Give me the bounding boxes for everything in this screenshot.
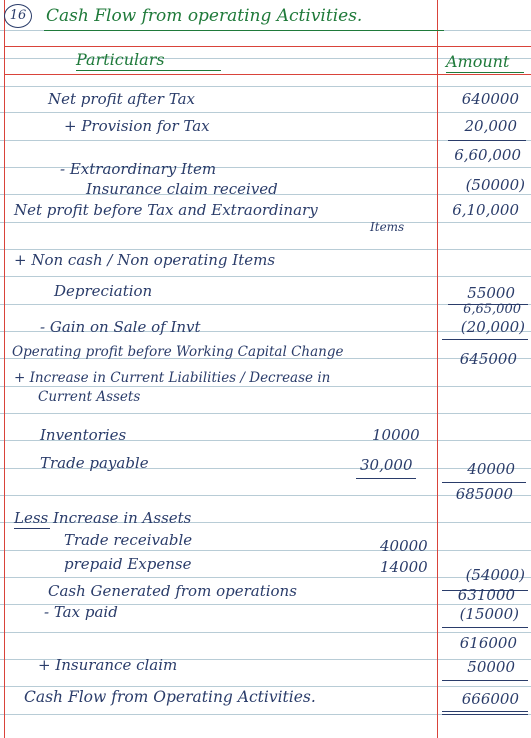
page-title: Cash Flow from operating Activities. [46, 6, 363, 26]
row-amount: 640000 [461, 90, 519, 108]
row-label: Less Increase in Assets [14, 509, 192, 527]
ruled-line [0, 86, 531, 87]
amount-column-line [437, 0, 438, 738]
ruled-line [0, 386, 531, 387]
row-label: Net profit before Tax and Extraordinary [14, 201, 318, 219]
subtotal-line [356, 478, 416, 479]
row-amount: (15000) [459, 605, 519, 623]
subtotal-line [442, 627, 528, 628]
row-label: Cash Flow from Operating Activities. [24, 688, 316, 706]
row-label: - Gain on Sale of Invt [40, 318, 201, 336]
subtotal-line [448, 140, 526, 141]
row-amount: (20,000) [460, 318, 525, 336]
subtotal-line [442, 680, 528, 681]
left-margin-line [4, 0, 5, 738]
row-amount: 666000 [461, 690, 519, 708]
ruled-line [0, 632, 531, 633]
row-amount: 6,10,000 [452, 201, 519, 219]
row-amount: 20,000 [464, 117, 517, 135]
row-label: Items [370, 220, 405, 234]
row-label: Operating profit before Working Capital Change [12, 344, 344, 360]
ruled-line [0, 222, 531, 223]
ruled-line [0, 413, 531, 414]
row-amount: 631000 [457, 586, 515, 604]
row-amount: 645000 [459, 350, 517, 368]
ruled-line [0, 276, 531, 277]
row-amount: (54000) [465, 566, 525, 584]
row-sub-amount: 40000 [380, 537, 428, 555]
row-amount: 616000 [459, 634, 517, 652]
row-amount: 55000 [467, 284, 515, 302]
particulars-header: Particulars [76, 50, 165, 69]
ruled-line [0, 112, 531, 113]
row-amount: 6,60,000 [454, 146, 521, 164]
row-label: - Extraordinary Item [60, 160, 217, 178]
row-label: + Provision for Tax [64, 117, 210, 135]
row-label: Inventories [40, 426, 127, 444]
row-label: Net profit after Tax [48, 90, 195, 108]
row-label: Insurance claim received [86, 180, 278, 198]
row-label: prepaid Expense [64, 555, 192, 573]
row-label: Trade payable [40, 454, 149, 472]
amount-header: Amount [446, 52, 510, 71]
row-label: Current Assets [38, 389, 141, 405]
row-amount: 50000 [467, 658, 515, 676]
row-amount: 6,65,000 [463, 302, 521, 317]
row-sub-amount: 10000 [372, 426, 420, 444]
header-top-line [4, 46, 531, 47]
row-sub-amount: 30,000 [360, 456, 413, 474]
ruled-line [0, 249, 531, 250]
total-line [442, 711, 528, 712]
row-amount: 685000 [455, 485, 513, 503]
row-label: + Increase in Current Liabilities / Decrease in [14, 370, 331, 386]
question-number: 16 [4, 4, 32, 28]
row-label: + Non cash / Non operating Items [14, 251, 276, 269]
less-underline [14, 528, 50, 529]
row-label: - Tax paid [44, 603, 118, 621]
row-label: Cash Generated from operations [48, 582, 297, 600]
row-amount: (50000) [465, 176, 525, 194]
title-underline [44, 30, 444, 31]
ruled-line [0, 577, 531, 578]
row-label: Trade receivable [64, 531, 193, 549]
header-bottom-line [4, 74, 531, 75]
total-line [442, 714, 528, 715]
subtotal-line [442, 339, 528, 340]
row-amount: 40000 [467, 460, 515, 478]
particulars-underline [76, 70, 221, 71]
subtotal-line [442, 482, 526, 483]
row-label: + Insurance claim [38, 656, 178, 674]
amount-underline [446, 72, 524, 73]
row-label: Depreciation [54, 282, 153, 300]
ruled-line [0, 550, 531, 551]
ruled-line [0, 495, 531, 496]
row-sub-amount: 14000 [380, 558, 428, 576]
ruled-line [0, 686, 531, 687]
